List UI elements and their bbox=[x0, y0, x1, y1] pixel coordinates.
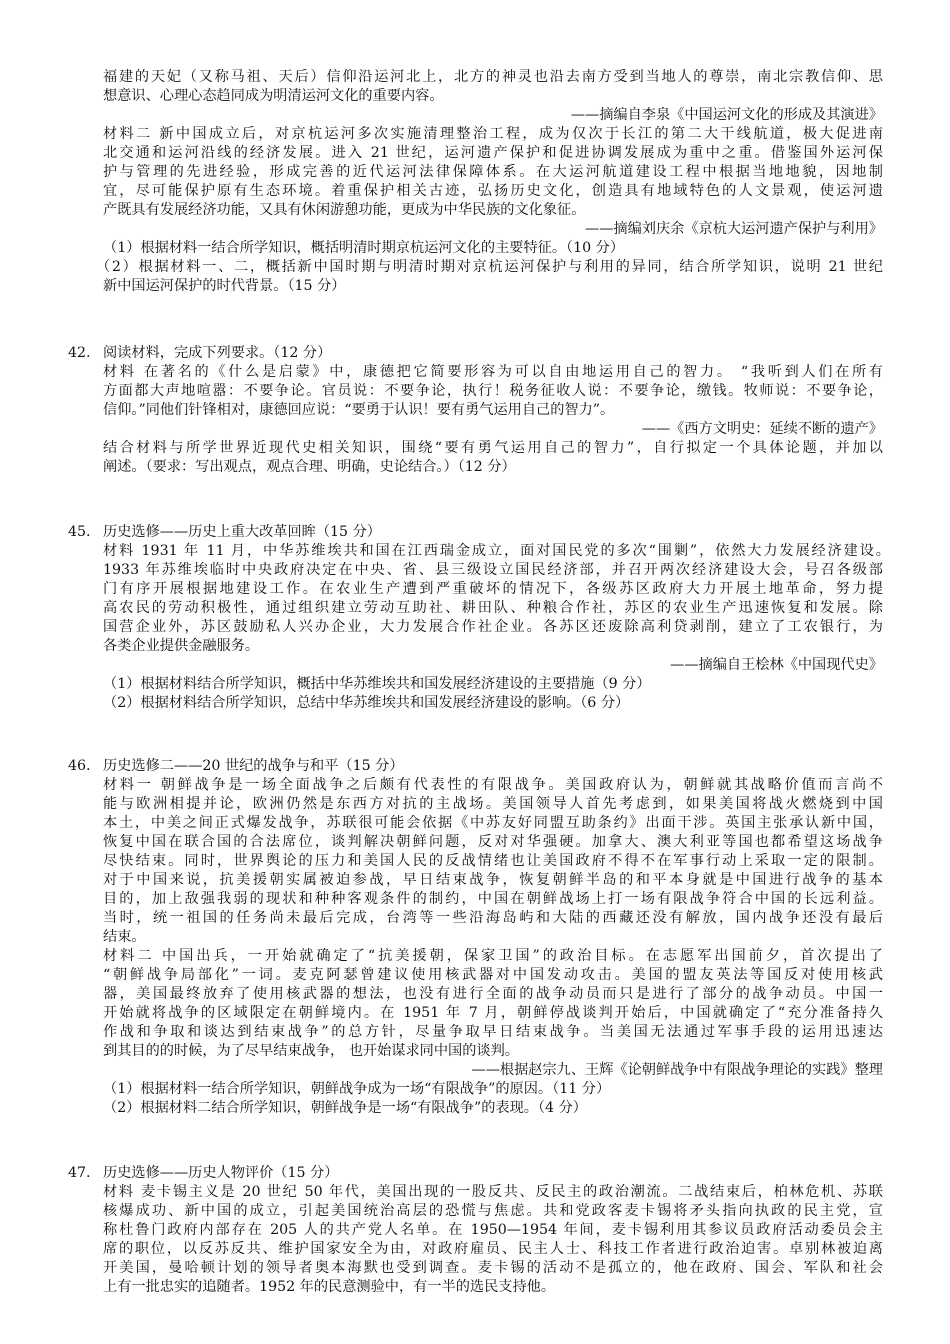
paragraph-line: 到其目的的时候，为了尽早结束战争， 也开始谋求同中国的谈判。 bbox=[103, 1043, 519, 1059]
paragraph-line: 恢复中国在联合国的合法席位，谈判解决朝鲜问题，反对对华强硬。加拿大、澳大利亚等国也都希望这场战争 bbox=[103, 834, 883, 850]
question-number: 42. bbox=[68, 345, 91, 361]
paragraph-line: 结束。 bbox=[103, 929, 146, 945]
paragraph-line: 上有一批忠实的追随者。1952 年的民意测验中，有一半的选民支持他。 bbox=[103, 1279, 556, 1295]
paragraph-line: 能与欧洲相提并论，欧洲仍然是东西方对抗的主战场。美国领导人首先考虑到，如果美国将战火燃烧到中国 bbox=[103, 796, 883, 812]
paragraph-line: 材料 在著名的《什么是启蒙》中，康德把它简要形容为可以自由地运用自己的智力。 “我听到人们在所有 bbox=[103, 364, 883, 380]
source-citation: ——《西方文明史：延续不断的遗产》 bbox=[641, 421, 883, 437]
paragraph-line: 本土，中美之间正式爆发战争，苏联很可能会依据《中苏友好同盟互助条约》出面干涉。英国主张承认新中国， bbox=[103, 815, 883, 831]
source-citation: ——摘编自王桧林《中国现代史》 bbox=[670, 657, 883, 673]
source-citation: ——摘编自李泉《中国运河文化的形成及其演进》 bbox=[570, 107, 883, 123]
paragraph-line: 护与管理的先进经验，形成完善的近代运河法律保障体系。在大运河航道建设工程中根据当地地貌，因地制 bbox=[103, 164, 883, 180]
question-number: 45. bbox=[68, 524, 91, 540]
paragraph-line: 尽快结束。同时，世界舆论的压力和美国人民的反战情绪也让美国政府不得不在军事行动上采取一定的限制。 bbox=[103, 853, 883, 869]
source-citation: ——摘编刘庆余《京杭大运河遗产保护与利用》 bbox=[585, 221, 883, 237]
paragraph-line: 各类企业提供金融服务。 bbox=[103, 638, 260, 654]
sub-question: （1）根据材料结合所学知识，概括中华苏维埃共和国发展经济建设的主要措施（9 分） bbox=[103, 676, 651, 692]
paragraph-line: 核爆成功、新中国的成立，引起美国统治高层的恐慌与焦虑。共和党政客麦卡锡将矛头指向执政的民主党，宣 bbox=[103, 1203, 883, 1219]
paragraph-line: 1933 年苏维埃临时中央政府决定在中央、省、县三级设立国民经济部，并召开两次经济建设大会，号召各级部 bbox=[103, 562, 883, 578]
paragraph-line: 作战和争取和谈达到结束战争”的总方针，尽量争取早日结束战争。当美国无法通过军事手段的运用迅速达 bbox=[103, 1024, 883, 1040]
paragraph-line: 材料 麦卡锡主义是 20 世纪 50 年代，美国出现的一股反共、反民主的政治潮流。二战结束后，柏林危机、苏联 bbox=[103, 1184, 883, 1200]
paragraph-line: 器，美国最终放弃了使用核武器的想法，也没有进行全面的战争动员而只是进行了部分的战争动员。中国一 bbox=[103, 986, 883, 1002]
paragraph-line: 产既具有发展经济功能，又具有休闲游憩功能，更成为中华民族的文化象征。 bbox=[103, 202, 586, 218]
question-title: 历史选修——历史人物评价（15 分） bbox=[103, 1165, 339, 1181]
paragraph-line: 门有序开展根据地建设工作。在农业生产遭到严重破坏的情况下，各级苏区政府大力开展土地革命，努力提 bbox=[103, 581, 883, 597]
paragraph-line: 想意识、心理心态趋同成为明清运河文化的重要内容。 bbox=[103, 88, 444, 104]
paragraph-line: 方面都大声地喧嚣：不要争论。官员说：不要争论，执行！税务征收人说：不要争论，缴钱。牧师说：不要争论， bbox=[103, 383, 883, 399]
paragraph-line: 材料 1931 年 11 月，中华苏维埃共和国在江西瑞金成立，面对国民党的多次“围剿”，依然大力发展经济建设。 bbox=[103, 543, 890, 559]
paragraph-line: 当时，统一祖国的任务尚未最后完成，台湾等一些沿海岛屿和大陆的西藏还没有解放，国内战争还没有最后 bbox=[103, 910, 883, 926]
paragraph-line: 国营企业外，苏区鼓励私人兴办企业，大力发展合作社企业。各苏区还废除高利贷剥削，建立了工农银行，为 bbox=[103, 619, 883, 635]
paragraph-line: 席的职位，以反苏反共、维护国家安全为由，对政府雇员、民主人士、科技工作者进行政治迫害。卓别林被迫离 bbox=[103, 1241, 883, 1257]
paragraph-line: 阐述。（要求：写出观点，观点合理、明确，史论结合。）（12 分） bbox=[103, 459, 516, 475]
question-number: 46. bbox=[68, 758, 91, 774]
question-title: 历史选修——历史上重大改革回眸（15 分） bbox=[103, 524, 381, 540]
paragraph-line: “朝鲜战争局部化”一词。麦克阿瑟曾建议使用核武器对中国发动攻击。美国的盟友英法等国反对使用核武 bbox=[103, 967, 883, 983]
paragraph-line: 对于中国来说，抗美援朝实属被迫参战，早日结束战争，恢复朝鲜半岛的和平本身就是中国进行战争的基本 bbox=[103, 872, 883, 888]
paragraph-line: 高农民的劳动积极性，通过组织建立劳动互助社、耕田队、种粮合作社，苏区的农业生产迅速恢复和发展。除 bbox=[103, 600, 883, 616]
paragraph-line: 信仰。”同他们针锋相对，康德回应说：“要勇于认识！要有勇气运用自己的智力”。 bbox=[103, 402, 615, 418]
question-title: 历史选修二——20 世纪的战争与和平（15 分） bbox=[103, 758, 404, 774]
paragraph-line: 称杜鲁门政府内部存在 205 人的共产党人名单。在 1950—1954 年间，麦卡锡利用其参议员政府活动委员会主 bbox=[103, 1222, 883, 1238]
question-title: 阅读材料，完成下列要求。（12 分） bbox=[103, 345, 332, 361]
source-citation: ——根据赵宗九、王辉《论朝鲜战争中有限战争理论的实践》整理 bbox=[471, 1062, 883, 1078]
paragraph-line: 目的，加上敌强我弱的现状和种种客观条件的制约，中国在朝鲜战场上打一场有限战争符合中国的长远利益。 bbox=[103, 891, 883, 907]
paragraph-line: 开始就将战争的区域限定在朝鲜境内。在 1951 年 7 月，朝鲜停战谈判开始后，中国就确定了“充分准备持久 bbox=[103, 1005, 883, 1021]
paragraph-line: 材料一 朝鲜战争是一场全面战争之后颇有代表性的有限战争。美国政府认为，朝鲜就其战略价值而言尚不 bbox=[103, 777, 883, 793]
paragraph-line: 材料二 中国出兵，一开始就确定了“抗美援朝，保家卫国”的政治目标。在志愿军出国前夕，首次提出了 bbox=[103, 948, 883, 964]
sub-question: （2）根据材料二结合所学知识，朝鲜战争是一场“有限战争”的表现。（4 分） bbox=[103, 1100, 587, 1116]
sub-question: （1）根据材料一结合所学知识，概括明清时期京杭运河文化的主要特征。（10 分） bbox=[103, 240, 625, 256]
paragraph-line: 开美国，曼哈顿计划的领导者奥本海默也受到调查。麦卡锡的活动不是孤立的，他在政府、国会、军队和社会 bbox=[103, 1260, 883, 1276]
paragraph-line: 宜，尽可能保护原有生态环境。着重保护相关古迹，弘扬历史文化，创造具有地域特色的人文景观，使运河遗 bbox=[103, 183, 883, 199]
sub-question: （2）根据材料一、二，概括新中国时期与明清时期对京杭运河保护与利用的异同，结合所学知识，说明 21 世纪 bbox=[96, 259, 883, 275]
sub-question: 新中国运河保护的时代背景。（15 分） bbox=[103, 278, 346, 294]
sub-question: （2）根据材料结合所学知识，总结中华苏维埃共和国发展经济建设的影响。（6 分） bbox=[103, 695, 630, 711]
paragraph-line: 结合材料与所学世界近现代史相关知识，围绕“要有勇气运用自己的智力”，自行拟定一个具体论题，并加以 bbox=[103, 440, 883, 456]
question-number: 47. bbox=[68, 1165, 91, 1181]
paragraph-line: 福建的天妃（又称马祖、天后）信仰沿运河北上，北方的神灵也沿去南方受到当地人的尊崇，南北宗教信仰、思 bbox=[103, 69, 883, 85]
paragraph-line: 材料二 新中国成立后，对京杭运河多次实施清理整治工程，成为仅次于长江的第二大干线航道，极大促进南 bbox=[103, 126, 883, 142]
paragraph-line: 北交通和运河沿线的经济发展。进入 21 世纪，运河遗产保护和促进协调发展成为重中之重。借鉴国外运河保 bbox=[103, 145, 883, 161]
sub-question: （1）根据材料一结合所学知识，朝鲜战争成为一场“有限战争”的原因。（11 分） bbox=[103, 1081, 611, 1097]
